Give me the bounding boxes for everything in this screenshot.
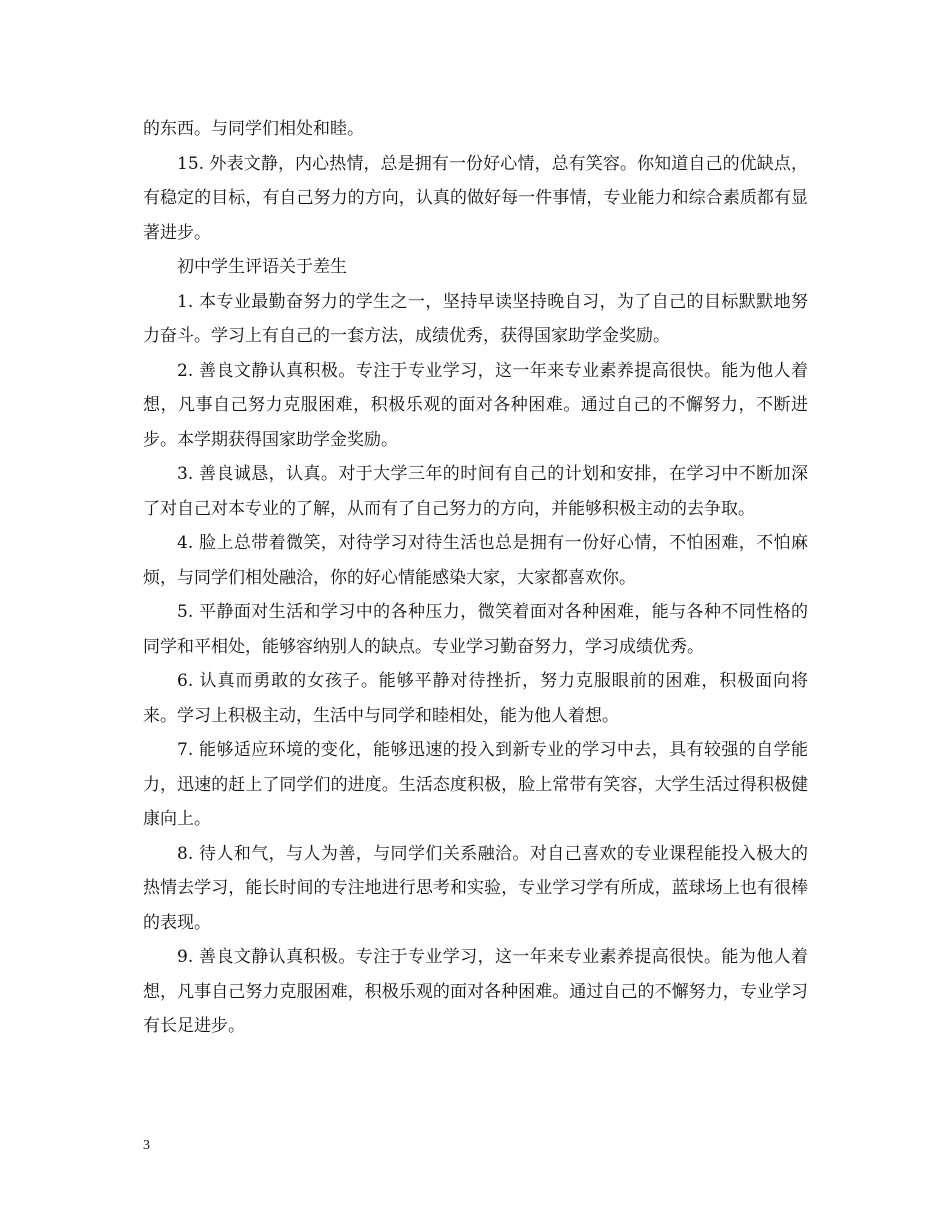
paragraph-item-1: 1. 本专业最勤奋努力的学生之一，坚持早读坚持晚自习，为了自己的目标默默地努力奋斗。学习上有自己的一套方法，成绩优秀，获得国家助学金奖励。 bbox=[143, 291, 808, 346]
paragraph-item-15: 15. 外表文静，内心热情，总是拥有一份好心情，总有笑容。你知道自己的优缺点，有稳定的目标，有自己努力的方向，认真的做好每一件事情，专业能力和综合素质都有显著进步。 bbox=[143, 153, 808, 243]
paragraph-continuation: 的东西。与同学们相处和睦。 bbox=[143, 119, 364, 139]
paragraph-item-2: 2. 善良文静认真积极。专注于专业学习，这一年来专业素养提高很快。能为他人着想，凡事自己努力克服困难，积极乐观的面对各种困难。通过自己的不懈努力，不断进步。本学期获得国家助学金奖励。 bbox=[143, 360, 808, 450]
paragraph-item-5: 5. 平静面对生活和学习中的各种压力，微笑着面对各种困难，能与各种不同性格的同学和平相处，能够容纳别人的缺点。专业学习勤奋努力，学习成绩优秀。 bbox=[143, 602, 808, 657]
section-heading: 初中学生评语关于差生 bbox=[177, 257, 347, 277]
paragraph-item-9: 9. 善良文静认真积极。专注于专业学习，这一年来专业素养提高很快。能为他人着想，凡事自己努力克服困难，积极乐观的面对各种困难。通过自己的不懈努力，专业学习有长足进步。 bbox=[143, 947, 808, 1036]
paragraph-item-4: 4. 脸上总带着微笑，对待学习对待生活也总是拥有一份好心情，不怕困难，不怕麻烦，与同学们相处融洽，你的好心情能感染大家，大家都喜欢你。 bbox=[143, 533, 808, 588]
body-text bbox=[143, 112, 808, 1044]
paragraph-item-8: 8. 待人和气，与人为善，与同学们关系融洽。对自己喜欢的专业课程能投入极大的热情去学习，能长时间的专注地进行思考和实验，专业学习学有所成，蓝球场上也有很棒的表现。 bbox=[143, 843, 808, 933]
paragraph-item-3: 3. 善良诚恳，认真。对于大学三年的时间有自己的计划和安排，在学习中不断加深了对自己对本专业的了解，从而有了自己努力的方向，并能够积极主动的去争取。 bbox=[143, 464, 808, 519]
paragraph-item-7: 7. 能够适应环境的变化，能够迅速的投入到新专业的学习中去，具有较强的自学能力，迅速的赶上了同学们的进度。生活态度积极，脸上常带有笑容，大学生活过得积极健康向上。 bbox=[143, 740, 808, 829]
paragraph-item-6: 6. 认真而勇敢的女孩子。能够平静对待挫折，努力克服眼前的困难，积极面向将来。学习上积极主动，生活中与同学和睦相处，能为他人着想。 bbox=[143, 671, 808, 726]
page-number: 3 bbox=[143, 1138, 150, 1153]
